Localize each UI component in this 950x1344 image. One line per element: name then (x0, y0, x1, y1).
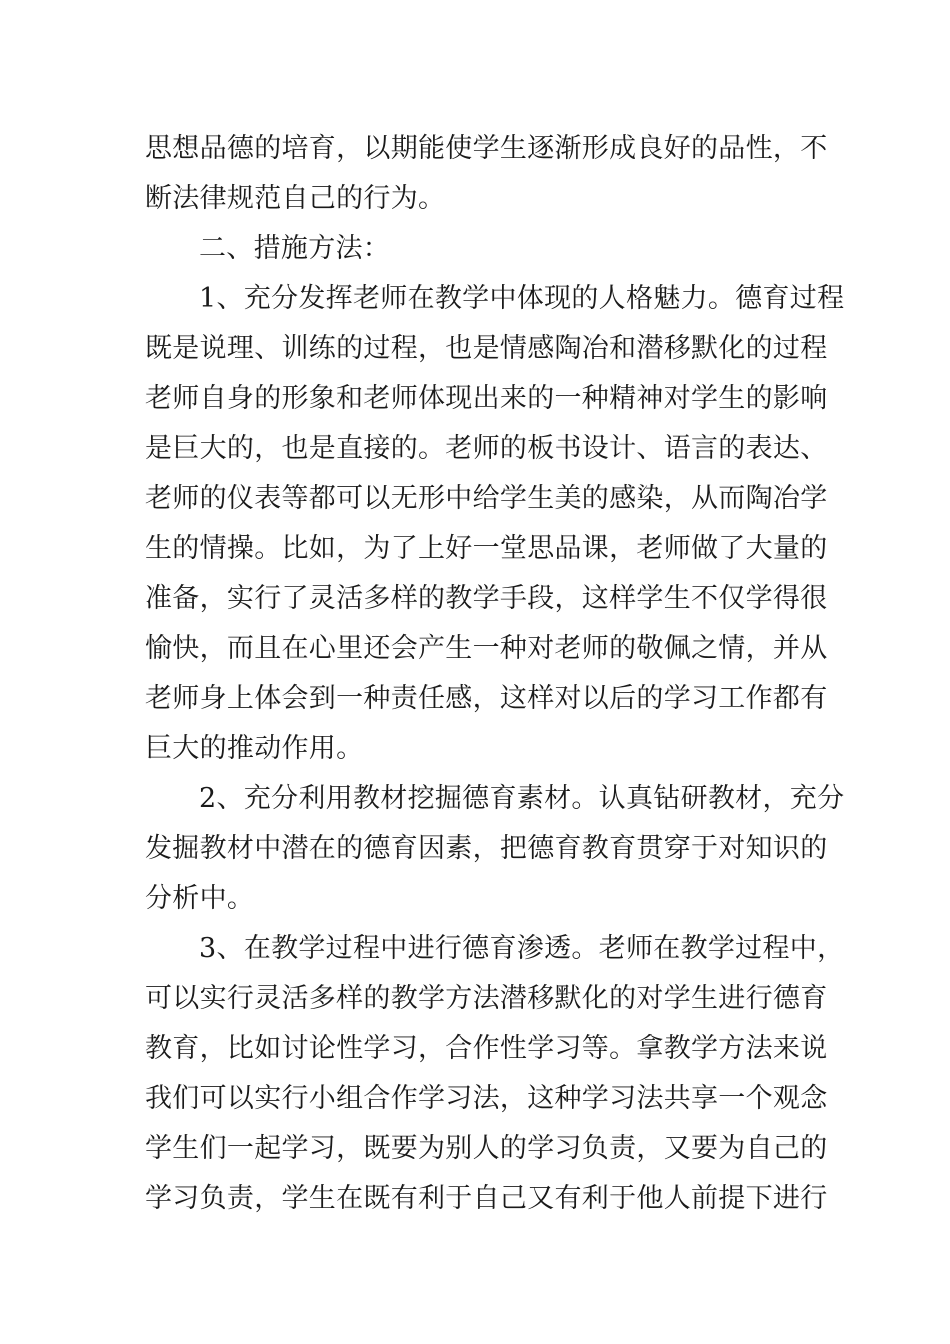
text-line: 愉快，而且在心里还会产生一种对老师的敬佩之情，并从 (145, 633, 828, 664)
text-line: 老师身上体会到一种责任感，这样对以后的学习工作都有 (145, 683, 828, 714)
text-line: 二、措施方法： (199, 233, 391, 264)
text-line: 我们可以实行小组合作学习法，这种学习法共享一个观念 (145, 1083, 828, 1114)
text-line: 老师的仪表等都可以无形中给学生美的感染，从而陶冶学 (145, 483, 828, 514)
text-line: 2、充分利用教材挖掘德育素材。认真钻研教材，充分 (199, 783, 845, 814)
text-line: 分析中。 (145, 883, 255, 914)
text-line: 既是说理、训练的过程，也是情感陶冶和潜移默化的过程 (145, 333, 828, 364)
text-line: 1、充分发挥老师在教学中体现的人格魅力。德育过程 (199, 283, 845, 314)
text-line: 是巨大的，也是直接的。老师的板书设计、语言的表达、 (145, 433, 828, 464)
document-body (145, 124, 845, 1224)
text-line: 思想品德的培育，以期能使学生逐渐形成良好的品性，不 (145, 133, 828, 164)
text-line: 发掘教材中潜在的德育因素，把德育教育贯穿于对知识的 (145, 833, 828, 864)
text-line: 教育，比如讨论性学习，合作性学习等。拿教学方法来说 (145, 1033, 828, 1064)
text-line: 3、在教学过程中进行德育渗透。老师在教学过程中， (199, 933, 845, 964)
text-line: 巨大的推动作用。 (145, 733, 364, 764)
text-line: 可以实行灵活多样的教学方法潜移默化的对学生进行德育 (145, 983, 828, 1014)
text-line: 学生们一起学习，既要为别人的学习负责，又要为自己的 (145, 1133, 828, 1164)
text-line: 学习负责，学生在既有利于自己又有利于他人前提下进行 (145, 1183, 828, 1214)
text-line: 准备，实行了灵活多样的教学手段，这样学生不仅学得很 (145, 583, 828, 614)
text-line: 老师自身的形象和老师体现出来的一种精神对学生的影响 (145, 383, 828, 414)
text-line: 生的情操。比如，为了上好一堂思品课，老师做了大量的 (145, 533, 828, 564)
text-line: 断法律规范自己的行为。 (145, 183, 446, 214)
